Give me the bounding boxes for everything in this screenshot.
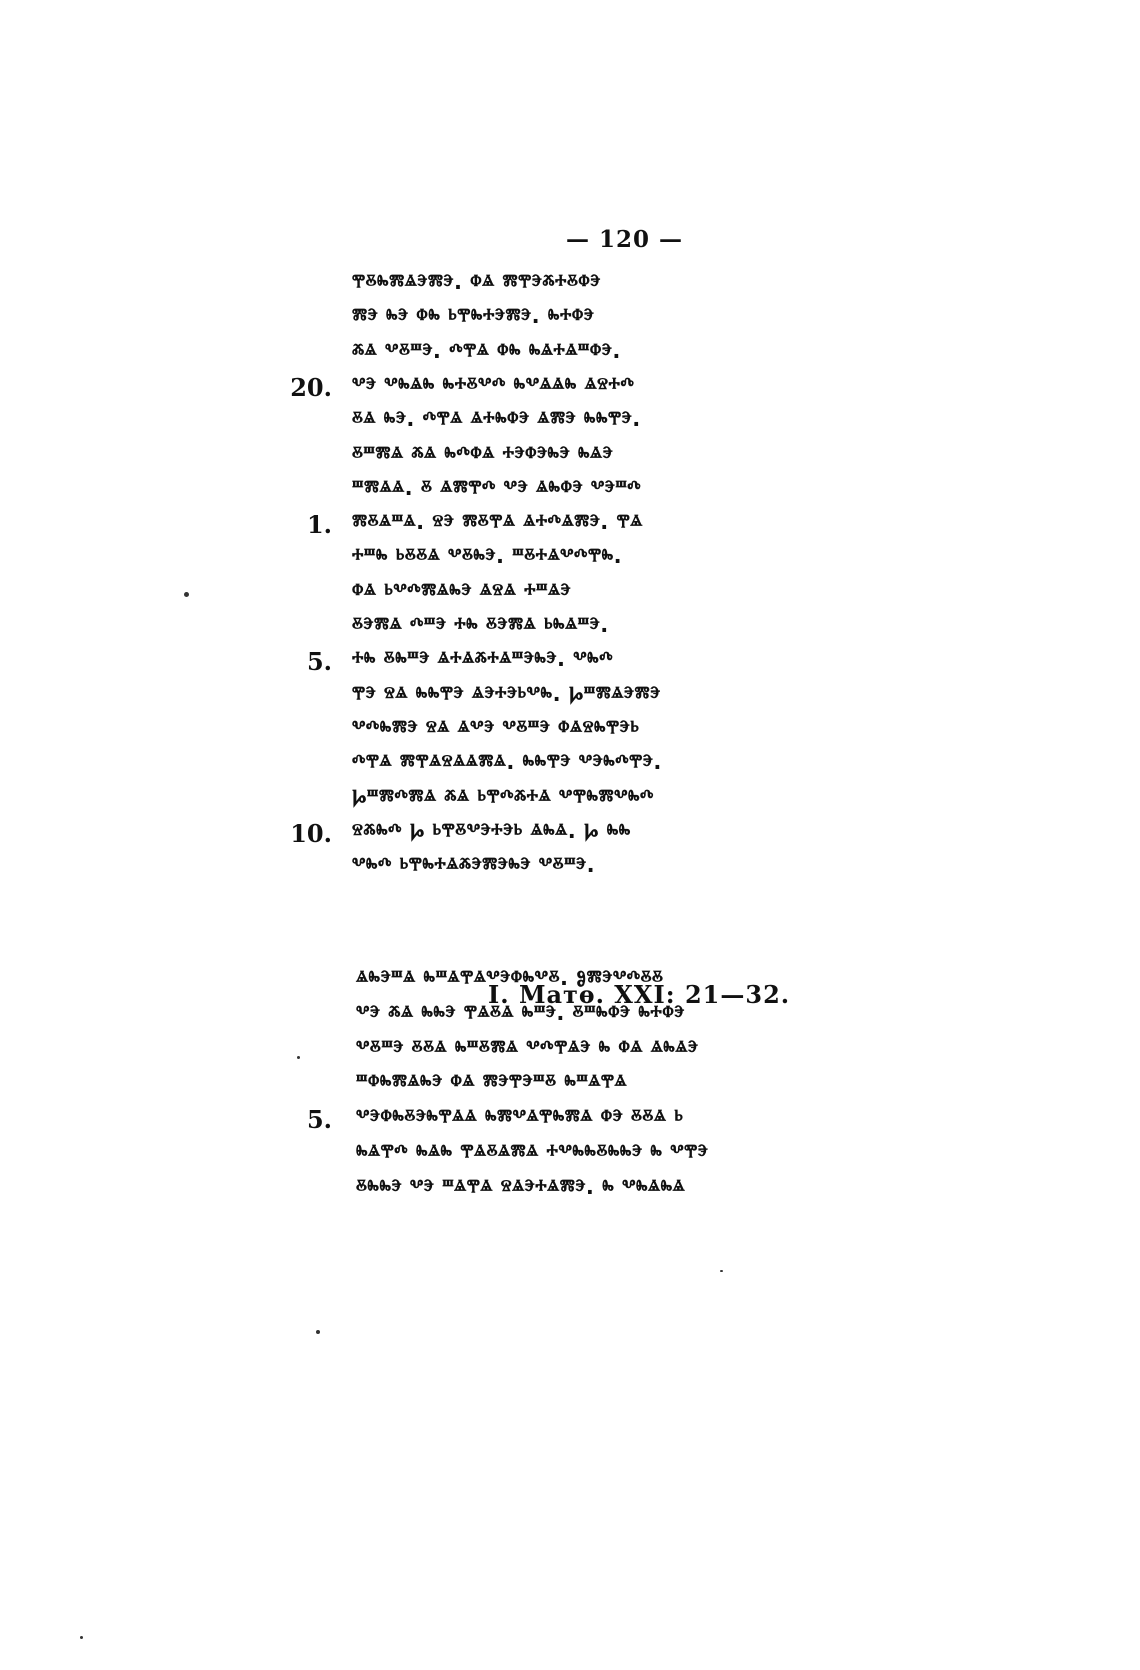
verse-number: 10.: [290, 818, 332, 848]
text-line: [0, 682, 1140, 718]
text-line: [0, 647, 1140, 683]
line-text: ⰸⱑⰹⰴ ⰸⱑⰸ ⰹⱑⰻⱑⰿⱑ ⰰⰲⰸⰸⰻⰸⰸⰵ ⰸ ⰲⰹⰵ: [356, 1140, 709, 1164]
text-line: [0, 1140, 1140, 1176]
text-line: [0, 442, 1140, 478]
verse-number: 5.: [306, 1105, 332, 1135]
line-text: ⰲⰻⱎⰵ ⰻⰻⱑ ⰸⱎⰻⰿⱑ ⰲⰴⰹⱑⰵ ⰸ ⱇⱑ ⱑⰸⱑⰵ: [356, 1035, 699, 1060]
line-text: ⰿⰻⱑⱎⱑ. ⱄⰵ ⰿⰻⰹⱑ ⱑⰰⰴⱑⰿⰵ. ⰹⱑ: [352, 510, 643, 535]
text-line: [0, 966, 1140, 1002]
text-line: [0, 510, 1140, 546]
text-line: [0, 1105, 1140, 1141]
page-number: — 120 —: [566, 226, 684, 253]
line-text: ⰹⰵ ⱄⱑ ⰸⰸⰹⰵ ⱑⰵⰰⰵⱃⰲⰸ. Ⱈⱎⰿⱑⰵⰿⰵ: [352, 681, 661, 706]
text-line: [0, 819, 1140, 855]
line-text: ⰻⱎⰿⱑ ⰶⱑ ⰸⰴⱇⱑ ⰰⰵⱇⰵⰸⰵ ⰸⱑⰵ: [352, 441, 614, 466]
text-line: [0, 407, 1140, 443]
line-text: ⰻⰸⰸⰵ ⰲⰵ ⱎⱑⰹⱑ ⱄⱑⰵⰰⱑⰿⰵ. ⰸ ⰲⰸⱑⰸⱑ: [356, 1174, 686, 1199]
text-line: [0, 716, 1140, 752]
line-text: ⰲⰵⱇⰸⰻⰵⰸⰹⱑⱑ ⰸⰿⰲⱑⰹⰸⰿⱑ ⱇⰵ ⰻⰻⱑ ⱃ: [356, 1105, 684, 1130]
line-text: Ⱈⱎⰿⰴⰿⱑ ⰶⱑ ⱃⰹⰴⰶⰰⱑ ⰲⰹⰸⰿⰲⰸⰴ: [352, 784, 654, 809]
line-text: ⰿⰵ ⰸⰵ ⱇⰸ ⱃⰹⰸⰰⰵⰿⰵ. ⰸⰰⱇⰵ: [352, 304, 595, 329]
text-line: [0, 613, 1140, 649]
text-line: [0, 544, 1140, 580]
scan-speck: [720, 1270, 723, 1272]
text-line: [0, 1036, 1140, 1072]
verse-number: 5.: [306, 647, 332, 677]
scan-speck: [297, 1056, 300, 1059]
text-line: [0, 339, 1140, 375]
line-text: ⱇⱑ ⱃⰲⰴⰿⱑⰸⰵ ⱑⱄⱑ ⰰⱎⱑⰵ: [352, 578, 572, 603]
line-text: ⱎⱇⰸⰿⱑⰸⰵ ⱇⱑ ⰿⰵⰹⰵⱎⰻ ⰸⱎⱑⰹⱑ: [356, 1070, 628, 1095]
line-text: ⰹⰻⰸⰿⱑⰵⰿⰵ. ⱇⱑ ⰿⰹⰵⰶⰰⰻⱇⰵ: [352, 270, 601, 294]
text-line: [0, 579, 1140, 615]
line-text: ⰲⰴⰸⰿⰵ ⱄⱑ ⱑⰲⰵ ⰲⰻⱎⰵ ⱇⱑⱄⰸⰹⰵⱃ: [352, 715, 640, 740]
line-text: ⰰⰸ ⰻⰸⱎⰵ ⱑⰰⱑⰶⰰⱑⱎⰵⰸⰵ. ⰲⰸⰴ: [352, 647, 614, 672]
text-line: [0, 1001, 1140, 1037]
text-line: [0, 270, 1140, 306]
line-text: ⰲⰸⰴ ⱃⰹⰸⰰⱑⰶⰵⰿⰵⰸⰵ ⰲⰻⱎⰵ.: [352, 853, 596, 878]
line-text: ⰻⱑ ⰸⰵ. ⰴⰹⱑ ⱑⰰⰸⱇⰵ ⱑⰿⰵ ⰸⰸⰹⰵ.: [352, 407, 641, 432]
line-text: ⱄⰶⰸⰴ Ⱈ ⱃⰹⰻⰲⰵⰰⰵⱃ ⱑⰸⱑ. Ⱈ ⰸⰸ: [352, 818, 631, 843]
line-text: ⰶⱑ ⰲⰻⱎⰵ. ⰴⰹⱑ ⱇⰸ ⰸⱑⰰⱑⱎⱇⰵ.: [352, 338, 621, 363]
line-text: ⱎⰿⱑⱑ. ⰻ ⱑⰿⰹⰴ ⰲⰵ ⱑⰸⱇⰵ ⰲⰵⱎⰴ: [352, 475, 642, 500]
line-text: ⰲⰵ ⰶⱑ ⰸⰸⰵ ⰹⱑⰻⱑ ⰸⱎⰵ. ⰻⱎⰸⱇⰵ ⰸⰰⱇⰵ: [356, 1000, 685, 1025]
text-line: [0, 373, 1140, 409]
text-line: [0, 853, 1140, 889]
scan-speck: [316, 1330, 320, 1334]
line-text: ⱑⰸⰵⱎⱑ ⰸⱎⱑⰹⱑⰲⰵⱇⰸⰲⰻ. Ⱁⰿⰵⰲⰴⰻⰻ: [356, 966, 664, 990]
verse-number: 1.: [306, 510, 332, 540]
verse-number: 20.: [290, 372, 332, 402]
section-heading: I. Матѳ. XXI: 21—32.: [488, 980, 791, 1009]
text-line: [0, 1070, 1140, 1106]
scan-speck: [184, 592, 189, 597]
text-line: [0, 304, 1140, 340]
text-line: [0, 1175, 1140, 1211]
scan-speck: [80, 1636, 83, 1639]
line-text: ⰰⱎⰸ ⱃⰻⰻⱑ ⰲⰻⰸⰵ. ⱎⰻⰰⱑⰲⰴⰹⰸ.: [352, 544, 623, 569]
line-text: ⰴⰹⱑ ⰿⰹⱑⱄⱑⱑⰿⱑ. ⰸⰸⰹⰵ ⰲⰵⰸⰴⰹⰵ.: [352, 750, 662, 775]
text-line: [0, 785, 1140, 821]
text-line: [0, 476, 1140, 512]
line-text: ⰲⰵ ⰲⰸⱑⰸ ⰸⰰⰻⰲⰴ ⰸⰲⱑⱑⰸ ⱑⱄⰰⰴ: [352, 372, 635, 397]
text-line: [0, 750, 1140, 786]
line-text: ⰻⰵⰿⱑ ⰴⱎⰵ ⰰⰸ ⰻⰵⰿⱑ ⱃⰸⱑⱎⰵ.: [352, 613, 609, 637]
